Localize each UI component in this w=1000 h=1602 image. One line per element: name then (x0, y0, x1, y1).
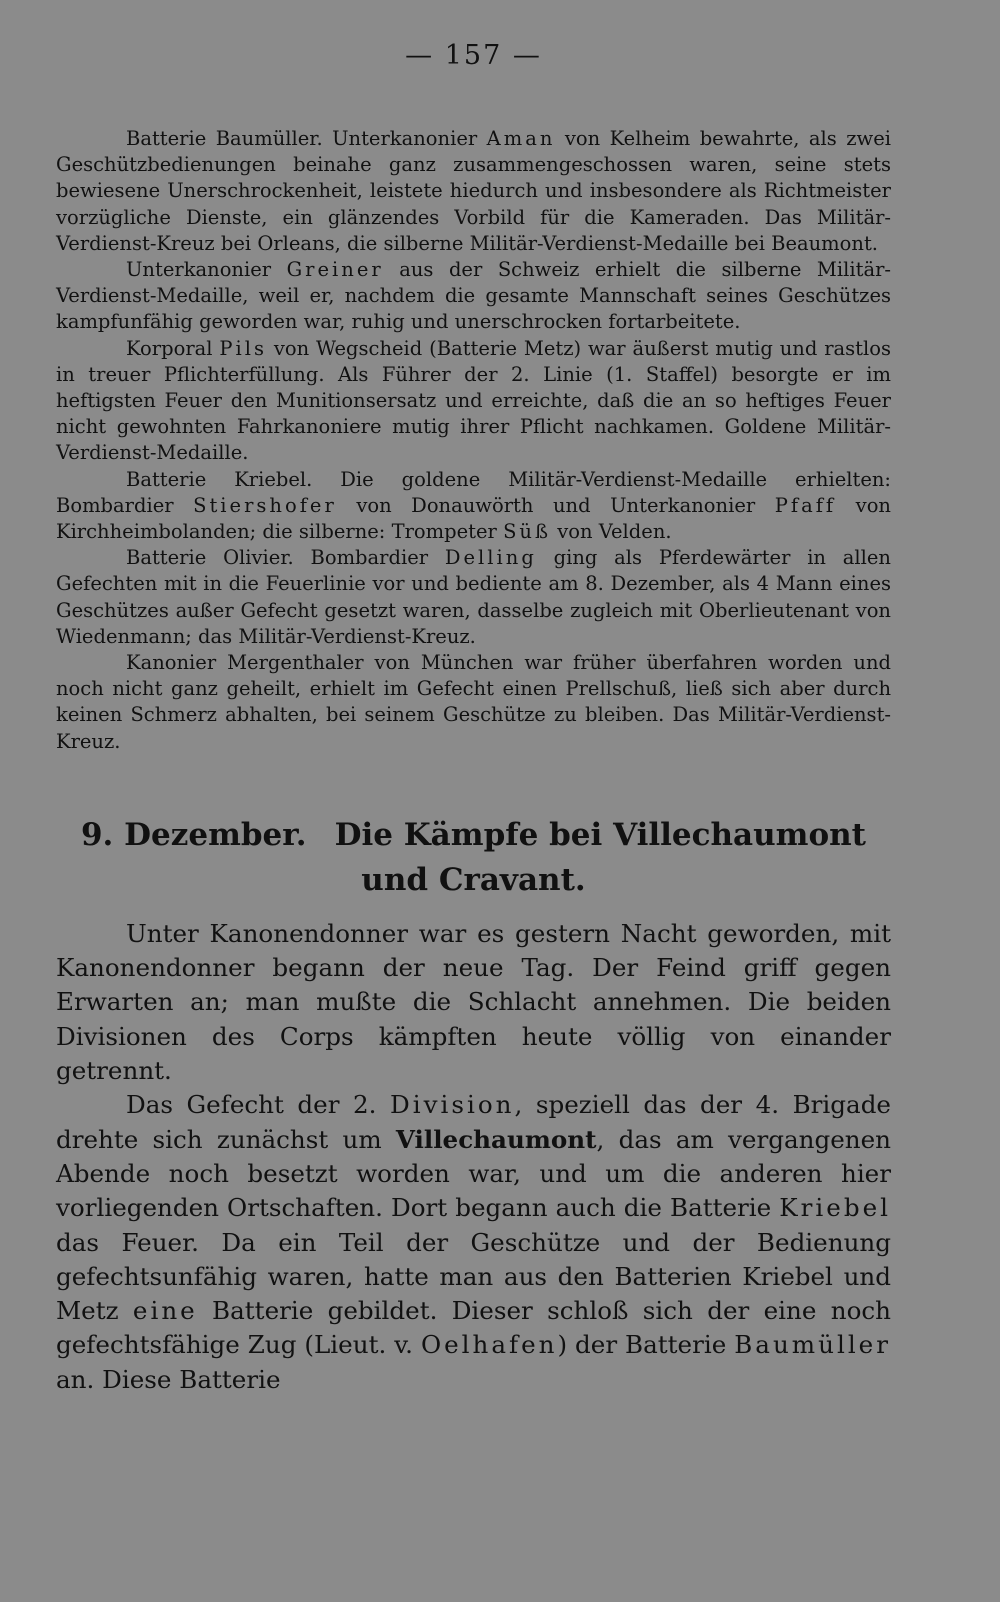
section-date: 9. Dezember. (80, 816, 307, 853)
text-segment: von Kirchheimbolanden; die silberne: Trompeter (56, 493, 891, 544)
text-segment: von Velden. (551, 520, 672, 544)
page (56, 40, 891, 1397)
text-segment: Batterie Olivier. Bombardier (126, 546, 445, 570)
text-segment: Batterie gebildet. Dieser schloß sich der eine noch gefechtsfähige Zug (Lieut. v. (56, 1296, 891, 1360)
text-segment: von Donauwörth und Unterkanonier (336, 493, 775, 517)
text-segment: Batterie Baumüller. Unterkanonier (126, 127, 487, 150)
spaced-name: Greiner (286, 258, 384, 282)
paragraph (56, 545, 891, 650)
paragraph (56, 257, 891, 336)
spaced-name: Pfaff (774, 493, 837, 517)
text-segment: Unter Kanonendonner war es gestern Nacht geworden, mit Kanonendonner begann der neue Tag. Der Feind griff gegen Erwarten an; man mußte die Schlacht annehmen. Die beiden Divisionen des Corps kämpften heute völlig von einander getrennt. (56, 918, 891, 1086)
text-segment: Unterkanonier (126, 258, 287, 282)
section-title-part-2: und Cravant. (361, 861, 586, 898)
paragraph (56, 1088, 891, 1397)
page-number: — 157 — (405, 40, 542, 71)
awards-text (56, 126, 891, 755)
text-segment: ging als Pferdewärter in allen Gefechten mit in die Feuerlinie vor und bediente am 8. Dezember, als 4 Mann eines Geschützes außer Gefecht gesetzt waren, dasselbe zugleich mit Oberlieutenant von Wiedenmann; das Militär-Verdienst-Kreuz. (56, 546, 891, 648)
section-title-part-1: Die Kämpfe bei Villechaumont (334, 816, 866, 853)
spaced-name: Pils (219, 336, 267, 360)
narrative-text (56, 917, 891, 1397)
text-segment: Das Gefecht der 2. (126, 1090, 391, 1120)
text-segment: , das am vergangenen Abende noch besetzt worden war, und um die anderen hier vorliegenden Ortschaften. Dort begann auch die Batterie (56, 1124, 892, 1223)
text-segment: Batterie Kriebel. Die goldene Militär-Verdienst-Medaille erhielten: Bombardier (56, 467, 891, 517)
paragraph (56, 467, 891, 546)
spaced-name: Süß (503, 520, 552, 544)
section-heading-line-1 (56, 813, 891, 858)
section-heading (56, 813, 891, 903)
text-segment: von Wegscheid (Batterie Metz) war äußerst mutig und rastlos in treuer Pflichterfüllung. Als Führer der 2. Linie (1. Staffel) besorgte er im heftigsten Feuer den Munitionsersatz und erreichte, daß die an so heftiges Feuer nicht gewohnten Fahrkanoniere mutig ihrer Pflicht nachkamen. Goldene Militär-Verdienst-Medaille. (56, 336, 891, 465)
text-segment: aus der Schweiz erhielt die silberne Militär-Verdienst-Medaille, weil er, nachdem die gesamte Mannschaft seines Geschützes kampfunfähig geworden war, ruhig und unerschrocken fortarbeitete. (56, 258, 891, 334)
spaced-name: Aman (486, 127, 556, 150)
paragraph (56, 650, 891, 755)
text-segment: Kanonier Mergenthaler von München war früher überfahren worden und noch nicht ganz geheilt, erhielt im Gefecht einen Prellschuß, ließ sich aber durch keinen Schmerz abhalten, bei seinem Geschütze zu bleiben. Das Militär-Verdienst-Kreuz. (56, 651, 891, 753)
spaced-name: Oelhafen (420, 1330, 558, 1360)
spaced-name: Division (390, 1090, 515, 1120)
text-segment: von Kelheim bewahrte, als zwei Geschützbedienungen beinahe ganz zusammengeschossen waren, seine stets bewiesene Unerschrockenheit, leistete hiedurch und insbesondere als Richtmeister vorzügliche Dienste, ein glänzendes Vorbild für die Kameraden. Das Militär-Verdienst-Kreuz bei Orleans, die silberne Militär-Verdienst-Medaille bei Beaumont. (56, 127, 891, 255)
spaced-name: Stiershofer (193, 493, 337, 517)
text-segment: an. Diese Batterie (56, 1364, 281, 1394)
text-segment: , speziell das der 4. Brigade drehte sich zunächst um (56, 1090, 891, 1154)
paragraph (56, 917, 891, 1088)
paragraph (56, 126, 891, 257)
spaced-name: eine (132, 1296, 198, 1326)
paragraph (56, 336, 891, 467)
text-segment: Korporal (126, 336, 220, 360)
text-segment: das Feuer. Da ein Teil der Geschütze und der Bedienung gefechtsunfähig waren, hatte man aus den Batterien Kriebel und Metz (56, 1227, 891, 1326)
spaced-name: Baumüller (734, 1330, 891, 1360)
spaced-name: Delling (444, 546, 537, 570)
spaced-name: Kriebel (779, 1193, 891, 1223)
bold-place-name: Villechaumont (395, 1124, 597, 1154)
text-segment: ) der Batterie (557, 1330, 735, 1360)
